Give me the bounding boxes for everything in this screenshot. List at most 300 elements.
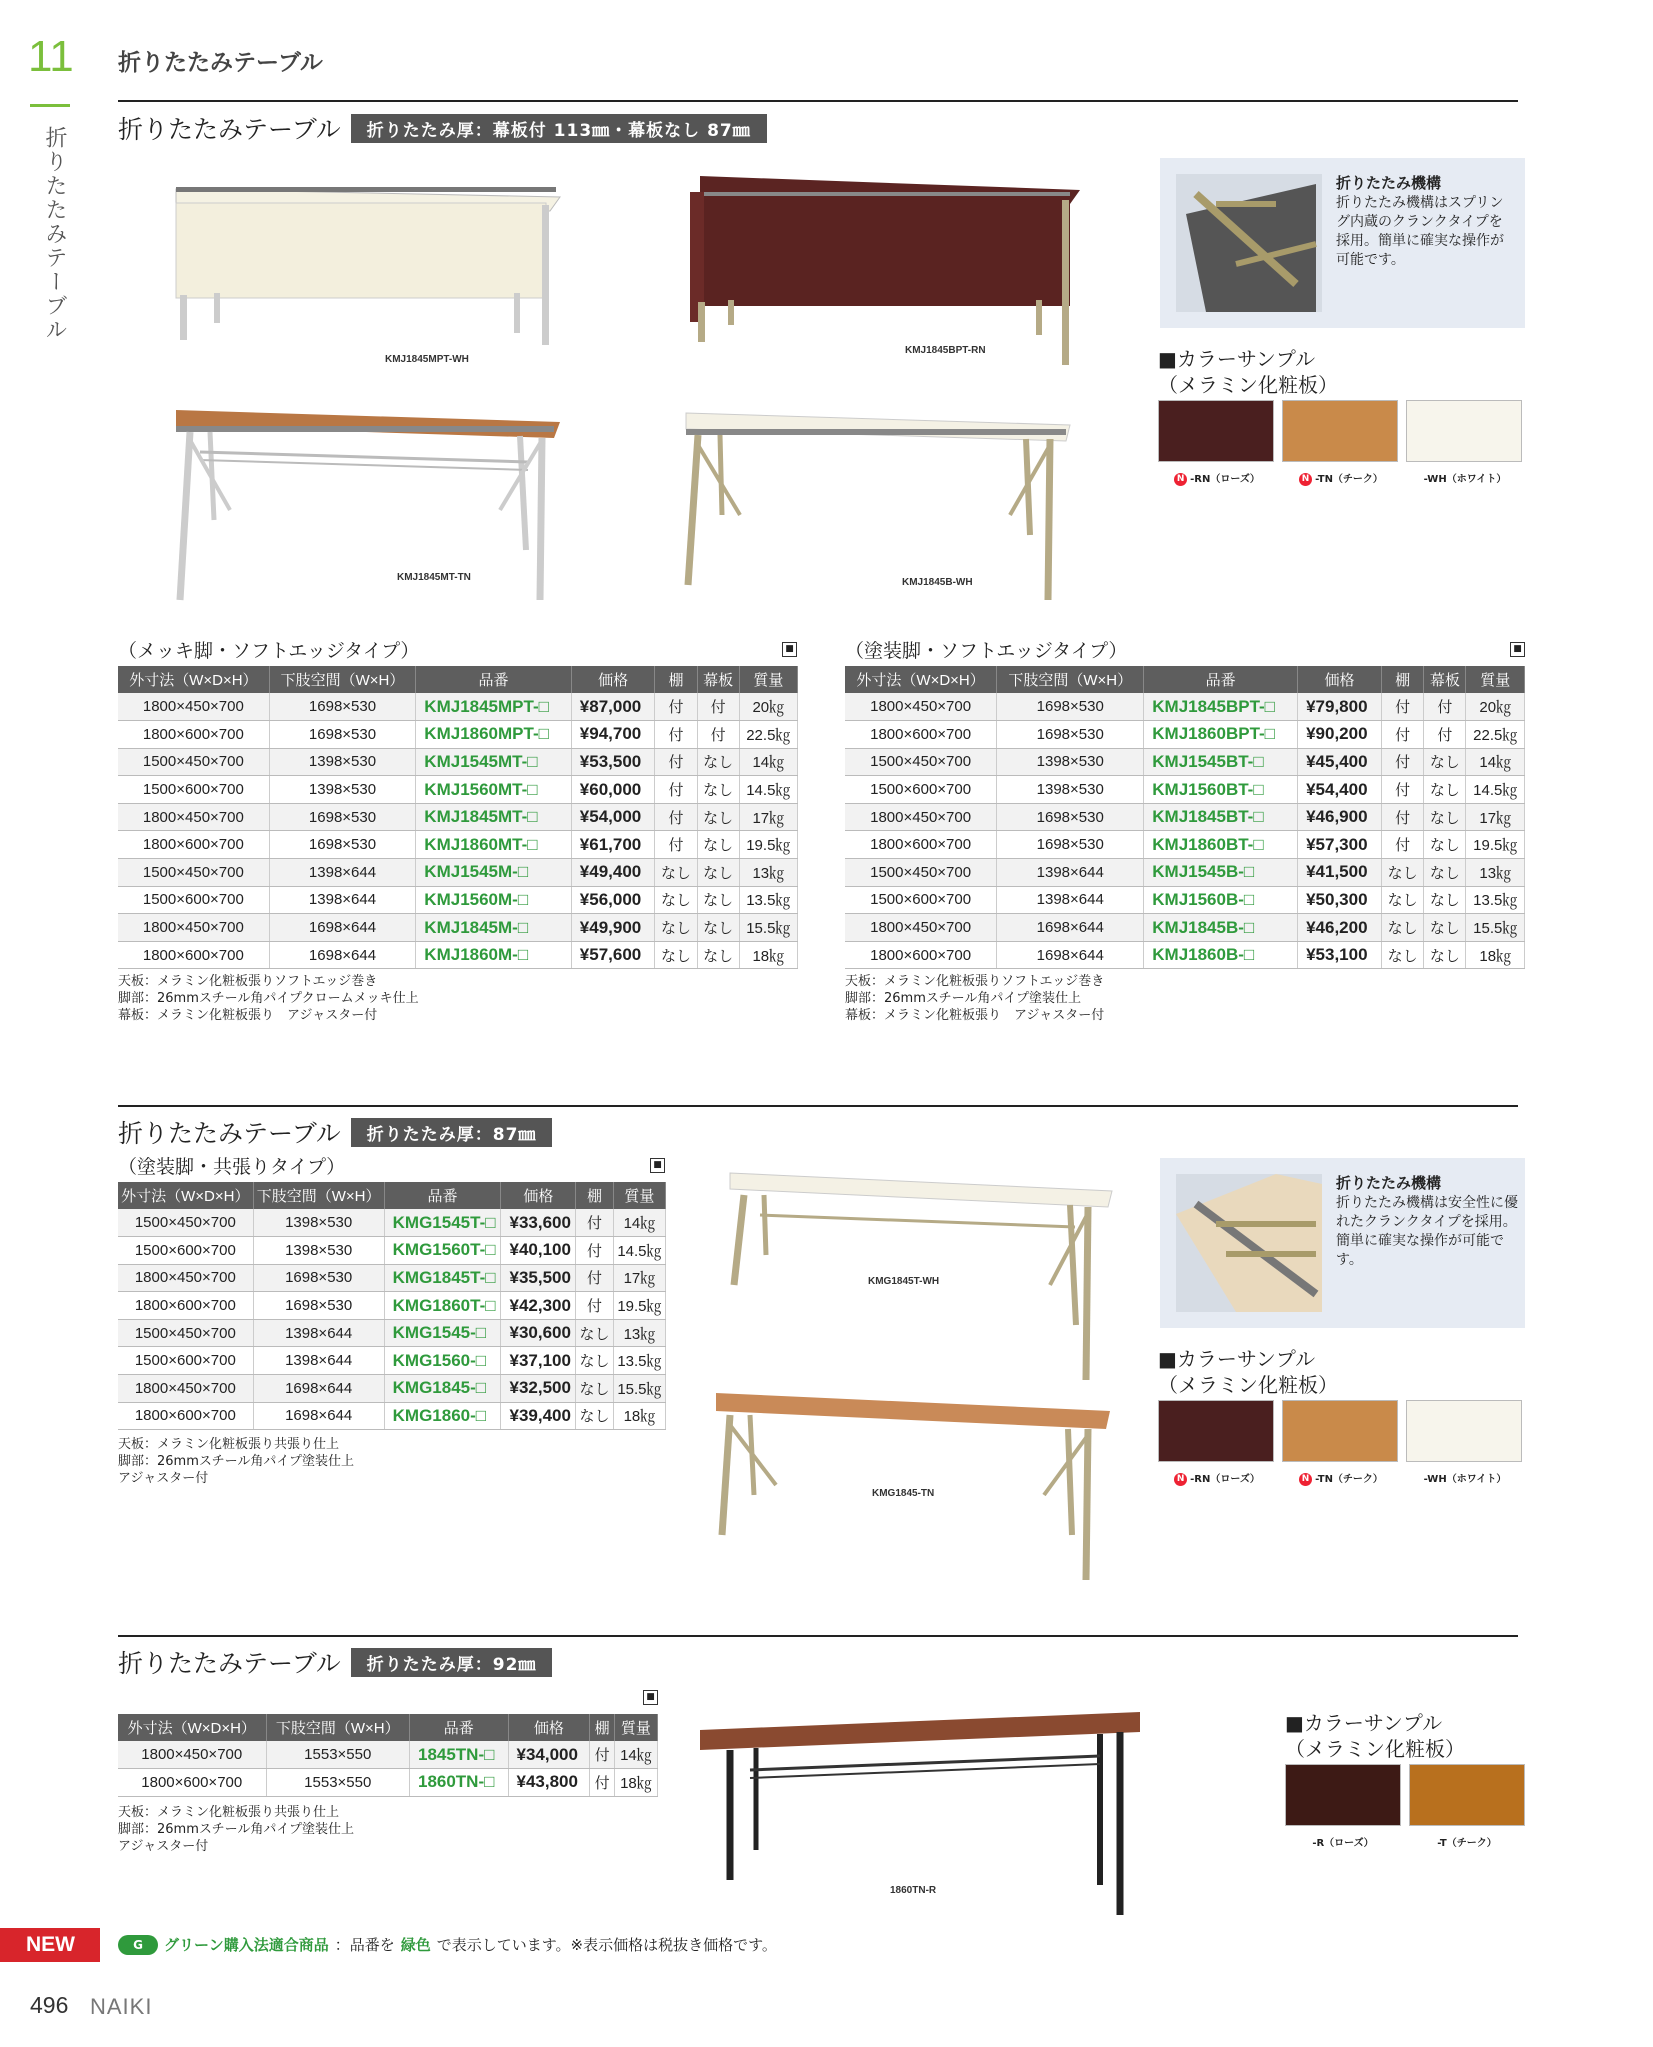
table-cell: 1800×450×700 (118, 914, 269, 942)
table-cell: 19.5㎏ (1466, 831, 1525, 859)
table-cell: 1800×450×700 (118, 1375, 253, 1403)
color-swatch-white (1406, 400, 1522, 462)
table-b-title: （塗装脚・ソフトエッジタイプ） (845, 640, 1128, 662)
table-cell: 22.5㎏ (739, 721, 797, 749)
table-cell: 1698×530 (269, 693, 416, 721)
product-code: KMG1860-□ (384, 1402, 501, 1430)
table-cell: 1500×450×700 (845, 859, 997, 887)
table-cell: なし (697, 886, 739, 914)
column-header: 質量 (614, 1714, 657, 1741)
spec-square-icon: ■ (1510, 642, 1525, 657)
table-cell: 1500×600×700 (118, 886, 269, 914)
table-cell: 19.5㎏ (613, 1292, 665, 1320)
table-cell: 14㎏ (739, 748, 797, 776)
table-cell: 22.5㎏ (1466, 721, 1525, 749)
table-cell: 1398×530 (997, 776, 1144, 804)
table-row (118, 914, 798, 942)
table-cell: なし (655, 886, 697, 914)
table-cell: 付 (1381, 803, 1423, 831)
price-cell: ¥53,500 (571, 748, 655, 776)
column-header: 下肢空間（W×H） (253, 1182, 384, 1209)
table-cell: 1398×530 (269, 748, 416, 776)
table-cell: 1698×530 (997, 831, 1144, 859)
product-code: KMJ1545BT-□ (1144, 748, 1298, 776)
table-row (118, 693, 798, 721)
spec-note: 天板：メラミン化粧板張りソフトエッジ巻き (845, 974, 1105, 989)
table-cell: 1698×530 (997, 693, 1144, 721)
section3-heading (118, 1644, 552, 1680)
price-cell: ¥37,100 (501, 1347, 576, 1375)
table-cell: 付 (655, 693, 697, 721)
product-code: KMJ1845MT-□ (416, 803, 571, 831)
table-cell: 付 (1424, 721, 1466, 749)
table-cell: 付 (576, 1264, 614, 1292)
table-row (118, 1292, 666, 1320)
spec-note: 脚部：26mmスチール角パイプ塗装仕上 (845, 991, 1081, 1006)
color-swatch-teak (1409, 1764, 1525, 1826)
table-cell: 14㎏ (614, 1741, 657, 1769)
table-cell: 1800×600×700 (845, 721, 997, 749)
table-cell: 13.5㎏ (613, 1347, 665, 1375)
table-row (118, 1319, 666, 1347)
spec-note: 脚部：26mmスチール角パイプクロームメッキ仕上 (118, 991, 419, 1006)
new-badge-icon: N (1174, 473, 1187, 486)
table-cell: 1500×600×700 (845, 776, 997, 804)
table-cell: 1800×450×700 (118, 1741, 266, 1769)
table-cell: 1398×644 (997, 886, 1144, 914)
table-cell: なし (1424, 859, 1466, 887)
price-cell: ¥54,400 (1298, 776, 1382, 804)
table-row (118, 748, 798, 776)
table-a-notes (118, 973, 419, 1024)
column-header: 価格 (501, 1182, 576, 1209)
table-photo-kmg1845-tn (710, 1385, 1120, 1585)
table-cell: なし (697, 748, 739, 776)
table-cell: なし (576, 1402, 614, 1430)
table-cell: なし (576, 1319, 614, 1347)
section1-heading (118, 110, 767, 146)
color-label-white: -WH（ホワイト） (1423, 1474, 1507, 1485)
table-photo-kmj1845bpt-rn (680, 170, 1080, 370)
table-cell: なし (697, 859, 739, 887)
table-row (118, 1741, 658, 1769)
column-header: 下肢空間（W×H） (997, 666, 1144, 693)
table-row (845, 693, 1525, 721)
spec-note: 天板：メラミン化粧板張り共張り仕上 (118, 1437, 340, 1452)
product-code: KMG1560-□ (384, 1347, 501, 1375)
spec-note: 脚部：26mmスチール角パイプ塗装仕上 (118, 1822, 354, 1837)
mechanism-title: 折りたたみ機構 (1336, 174, 1442, 192)
color-sample-title-2: ■カラーサンプル （メラミン化粧板） (1158, 1347, 1338, 1397)
section-rule (118, 1105, 1518, 1107)
table-cell: 1698×530 (253, 1292, 384, 1320)
product-code: KMG1560T-□ (384, 1237, 501, 1265)
table-row (845, 748, 1525, 776)
green-purchase-icon: G (118, 1935, 158, 1955)
table-cell: なし (1381, 914, 1423, 942)
column-header: 品番 (416, 666, 571, 693)
table-cell: 18㎏ (614, 1769, 657, 1797)
table-cell: 1698×644 (997, 941, 1144, 969)
section1-title: 折りたたみテーブル (118, 115, 341, 144)
table-cell: 付 (590, 1741, 615, 1769)
table-cell: 1698×530 (253, 1264, 384, 1292)
new-badge-icon: N (1299, 473, 1312, 486)
spec-note: 脚部：26mmスチール角パイプ塗装仕上 (118, 1454, 354, 1469)
table-cell: 1398×644 (269, 859, 416, 887)
table-cell: なし (576, 1375, 614, 1403)
color-swatch-white (1406, 1400, 1522, 1462)
table-row (118, 886, 798, 914)
product-code: KMG1545T-□ (384, 1209, 501, 1237)
table-cell: 1698×530 (997, 803, 1144, 831)
product-code: KMG1845-□ (384, 1375, 501, 1403)
table-cell: 1500×450×700 (845, 748, 997, 776)
table-row (118, 859, 798, 887)
table-cell: 1698×644 (269, 914, 416, 942)
product-code: KMJ1545M-□ (416, 859, 571, 887)
table-cell: 1500×450×700 (118, 1319, 253, 1347)
note-text-green: 緑色 (400, 1936, 431, 1954)
table-cell: なし (1424, 886, 1466, 914)
table-c-title: （塗装脚・共張りタイプ） (118, 1156, 346, 1178)
table-cell: 1698×530 (269, 721, 416, 749)
price-cell: ¥50,300 (1298, 886, 1382, 914)
color-swatch-teak (1282, 1400, 1398, 1462)
table-photo-kmj1845mt-tn (170, 400, 570, 610)
table-cell: 20㎏ (1466, 693, 1525, 721)
product-code: KMG1860T-□ (384, 1292, 501, 1320)
table-cell: 1398×530 (269, 776, 416, 804)
table-cell: なし (1424, 914, 1466, 942)
price-cell: ¥49,900 (571, 914, 655, 942)
caption-kmj1845b-wh: KMJ1845B-WH (902, 577, 973, 588)
table-cell: なし (1381, 859, 1423, 887)
price-cell: ¥40,100 (501, 1237, 576, 1265)
table-cell: 1500×450×700 (118, 859, 269, 887)
table-cell: なし (576, 1347, 614, 1375)
table-cell: 付 (590, 1769, 615, 1797)
price-cell: ¥56,000 (571, 886, 655, 914)
price-cell: ¥39,400 (501, 1402, 576, 1430)
green-purchase-lead: グリーン購入法適合商品 (164, 1936, 329, 1954)
table-cell: 15.5㎏ (1466, 914, 1525, 942)
table-cell: 1500×600×700 (845, 886, 997, 914)
price-cell: ¥46,200 (1298, 914, 1382, 942)
table-cell: 1553×550 (266, 1741, 409, 1769)
color-label-rose: -R（ローズ） (1312, 1838, 1374, 1849)
table-cell: なし (655, 941, 697, 969)
column-header: 品番 (384, 1182, 501, 1209)
table-cell: なし (697, 941, 739, 969)
table-a-title: （メッキ脚・ソフトエッジタイプ） (118, 640, 420, 662)
table-cell: 1500×450×700 (118, 748, 269, 776)
table-row (845, 941, 1525, 969)
caption-kmj1845bpt-rn: KMJ1845BPT-RN (905, 345, 986, 356)
brand-name: NAIKI (90, 1994, 153, 2019)
spec-square-icon: ■ (643, 1690, 658, 1705)
table-cell: なし (1424, 776, 1466, 804)
note-text-post: で表示しています。※表示価格は税抜き価格です。 (436, 1936, 777, 1954)
table-row (845, 776, 1525, 804)
table-cell: 1800×600×700 (118, 941, 269, 969)
table-row (118, 941, 798, 969)
table-cell: 1398×644 (997, 859, 1144, 887)
mechanism-text: 折りたたみ機構はスプリング内蔵のクランクタイプを採用。簡単に確実な操作が可能です。 (1336, 195, 1504, 268)
caption-kmg1845t-wh: KMG1845T-WH (868, 1276, 940, 1287)
column-header: 幕板 (1424, 666, 1466, 693)
price-cell: ¥60,000 (571, 776, 655, 804)
table-row (118, 1237, 666, 1265)
table-b-notes (845, 973, 1104, 1024)
table-cell: 1800×450×700 (845, 914, 997, 942)
table-cell: なし (697, 831, 739, 859)
section1-tag: 折りたたみ厚：幕板付 113㎜・幕板なし 87㎜ (351, 114, 767, 143)
table-cell: 1800×450×700 (118, 693, 269, 721)
table-cell: 付 (655, 721, 697, 749)
table-row (845, 721, 1525, 749)
table-photo-kmj1845b-wh (680, 405, 1080, 605)
price-cell: ¥34,000 (508, 1741, 590, 1769)
product-code: KMJ1845M-□ (416, 914, 571, 942)
mechanism-box-2 (1160, 1158, 1525, 1328)
table-cell: 1698×530 (269, 831, 416, 859)
table-cell: 付 (576, 1237, 614, 1265)
table-cell: 付 (655, 803, 697, 831)
table-cell: 1398×644 (253, 1347, 384, 1375)
spec-table-section3 (118, 1714, 658, 1797)
price-cell: ¥43,800 (508, 1769, 590, 1797)
page-number: 496 (30, 1992, 69, 2018)
mechanism-text: 折りたたみ機構は安全性に優れたクランクタイプを採用。簡単に確実な操作が可能です。 (1336, 1195, 1518, 1268)
column-header: 下肢空間（W×H） (269, 666, 416, 693)
table-cell: 13㎏ (1466, 859, 1525, 887)
product-code: 1860TN-□ (409, 1769, 508, 1797)
caption-kmg1845-tn: KMG1845-TN (872, 1488, 935, 1499)
table-cell: 20㎏ (739, 693, 797, 721)
table-cell: 1800×450×700 (118, 803, 269, 831)
table-cell: 1398×530 (253, 1209, 384, 1237)
caption-1860tn-r: 1860TN-R (890, 1885, 937, 1896)
table-cell: 1500×600×700 (118, 1237, 253, 1265)
product-code: KMJ1845MPT-□ (416, 693, 571, 721)
price-cell: ¥41,500 (1298, 859, 1382, 887)
product-code: KMG1545-□ (384, 1319, 501, 1347)
chapter-number: 11 (28, 32, 74, 81)
table-cell: 1500×450×700 (118, 1209, 253, 1237)
column-header: 価格 (508, 1714, 590, 1741)
column-header: 品番 (1144, 666, 1298, 693)
table-cell: なし (1381, 941, 1423, 969)
product-code: KMJ1860BPT-□ (1144, 721, 1298, 749)
table-row (845, 886, 1525, 914)
table-cell: 13.5㎏ (739, 886, 797, 914)
table-cell: 13㎏ (613, 1319, 665, 1347)
table-cell: 付 (1381, 721, 1423, 749)
table-cell: 付 (697, 693, 739, 721)
table-cell: 17㎏ (613, 1264, 665, 1292)
table-cell: 1698×644 (997, 914, 1144, 942)
table-cell: 付 (1381, 831, 1423, 859)
section-rule (118, 1635, 1518, 1637)
color-swatch-rose (1158, 1400, 1274, 1462)
product-code: 1845TN-□ (409, 1741, 508, 1769)
spec-note: 幕板：メラミン化粧板張り アジャスター付 (845, 1008, 1105, 1023)
table-cell: 1398×530 (997, 748, 1144, 776)
table-row (118, 831, 798, 859)
table-photo-kmg1845t-wh (720, 1165, 1120, 1385)
price-cell: ¥90,200 (1298, 721, 1382, 749)
price-cell: ¥57,600 (571, 941, 655, 969)
table-cell: 1500×600×700 (118, 776, 269, 804)
table-cell: 1553×550 (266, 1769, 409, 1797)
table-cell: 1800×450×700 (118, 1264, 253, 1292)
table-row (118, 1769, 658, 1797)
color-sample-title-1: ■カラーサンプル （メラミン化粧板） (1158, 347, 1338, 397)
product-code: KMJ1560B-□ (1144, 886, 1298, 914)
color-label-rose: N -RN（ローズ） (1152, 470, 1282, 486)
table-photo-kmj1845mpt-wh (170, 175, 570, 355)
table-cell: 付 (1381, 693, 1423, 721)
column-header: 質量 (1466, 666, 1525, 693)
spec-note: 天板：メラミン化粧板張りソフトエッジ巻き (118, 974, 378, 989)
table-row (118, 721, 798, 749)
table-row (118, 1402, 666, 1430)
table-row (118, 1264, 666, 1292)
table-cell: 付 (1424, 693, 1466, 721)
price-cell: ¥46,900 (1298, 803, 1382, 831)
table-cell: 1500×600×700 (118, 1347, 253, 1375)
spec-table-painted-leg (845, 666, 1525, 969)
section2-title: 折りたたみテーブル (118, 1119, 341, 1148)
price-cell: ¥53,100 (1298, 941, 1382, 969)
table-cell: なし (697, 914, 739, 942)
table-cell: 付 (655, 776, 697, 804)
new-badge-icon: N (1174, 1473, 1187, 1486)
table-cell: 1698×644 (253, 1375, 384, 1403)
table-cell: 14㎏ (1466, 748, 1525, 776)
color-swatch-rose (1285, 1764, 1401, 1826)
mechanism-title: 折りたたみ機構 (1336, 1174, 1442, 1192)
table-cell: 付 (655, 748, 697, 776)
note-text-pre: ：品番を (334, 1936, 395, 1954)
product-code: KMJ1860BT-□ (1144, 831, 1298, 859)
spec-note: アジャスター付 (118, 1839, 209, 1854)
table-cell: 18㎏ (739, 941, 797, 969)
table-cell: 付 (576, 1209, 614, 1237)
table-cell: 1698×530 (269, 803, 416, 831)
table-cell: なし (697, 803, 739, 831)
section2-tag: 折りたたみ厚：87㎜ (351, 1118, 553, 1147)
new-badge-icon: N (1299, 1473, 1312, 1486)
table-cell: 1800×600×700 (118, 831, 269, 859)
table-cell: 1698×644 (253, 1402, 384, 1430)
product-code: KMJ1860B-□ (1144, 941, 1298, 969)
caption-kmj1845mt-tn: KMJ1845MT-TN (397, 572, 471, 583)
price-cell: ¥54,000 (571, 803, 655, 831)
table-cell: 付 (1381, 748, 1423, 776)
price-cell: ¥30,600 (501, 1319, 576, 1347)
column-header: 質量 (613, 1182, 665, 1209)
price-cell: ¥49,400 (571, 859, 655, 887)
product-code: KMJ1560BT-□ (1144, 776, 1298, 804)
spec-note: アジャスター付 (118, 1471, 209, 1486)
product-code: KMJ1860M-□ (416, 941, 571, 969)
table-cell: 1800×600×700 (118, 1402, 253, 1430)
price-cell: ¥94,700 (571, 721, 655, 749)
table-cell: 19.5㎏ (739, 831, 797, 859)
table-cell: 13㎏ (739, 859, 797, 887)
table-cell: 付 (655, 831, 697, 859)
spec-square-icon: ■ (782, 642, 797, 657)
page-title: 折りたたみテーブル (118, 50, 323, 76)
color-label-teak: -T（チーク） (1437, 1838, 1497, 1849)
table-cell: なし (1381, 886, 1423, 914)
product-code: KMJ1860MT-□ (416, 831, 571, 859)
product-code: KMG1845T-□ (384, 1264, 501, 1292)
table-cell: 14.5㎏ (1466, 776, 1525, 804)
table-cell: 付 (576, 1292, 614, 1320)
column-header: 棚 (655, 666, 697, 693)
section3-tag: 折りたたみ厚：92㎜ (351, 1648, 553, 1677)
price-cell: ¥35,500 (501, 1264, 576, 1292)
section3-title: 折りたたみテーブル (118, 1649, 341, 1678)
table-cell: 18㎏ (613, 1402, 665, 1430)
column-header: 棚 (1381, 666, 1423, 693)
product-code: KMJ1560MT-□ (416, 776, 571, 804)
price-cell: ¥79,800 (1298, 693, 1382, 721)
mechanism-box-1 (1160, 158, 1525, 328)
table-cell: なし (697, 776, 739, 804)
color-label-rose: N -RN（ローズ） (1152, 1470, 1282, 1486)
price-cell: ¥33,600 (501, 1209, 576, 1237)
table-row (118, 1209, 666, 1237)
table-cell: 14.5㎏ (739, 776, 797, 804)
spec-note: 天板：メラミン化粧板張り共張り仕上 (118, 1805, 340, 1820)
table-cell: なし (1424, 831, 1466, 859)
column-header: 外寸法（W×D×H） (118, 666, 269, 693)
spec-square-icon: ■ (650, 1158, 665, 1173)
green-purchase-note (118, 1934, 777, 1955)
table-cell: なし (655, 859, 697, 887)
caption-kmj1845mpt-wh: KMJ1845MPT-WH (385, 354, 469, 365)
table-cell: 1398×644 (253, 1319, 384, 1347)
table-row (845, 831, 1525, 859)
table-row (118, 776, 798, 804)
table-cell: 13.5㎏ (1466, 886, 1525, 914)
table-cell: なし (655, 914, 697, 942)
table-cell: 1800×600×700 (845, 941, 997, 969)
column-header: 質量 (739, 666, 797, 693)
column-header: 外寸法（W×D×H） (118, 1182, 253, 1209)
column-header: 棚 (590, 1714, 615, 1741)
table-cell: 15.5㎏ (739, 914, 797, 942)
table-cell: 1698×644 (269, 941, 416, 969)
chapter-side-title: 折りたたみテーブル (42, 126, 67, 342)
product-code: KMJ1560M-□ (416, 886, 571, 914)
spec-table-shared-top (118, 1182, 666, 1430)
price-cell: ¥87,000 (571, 693, 655, 721)
spec-note: 幕板：メラミン化粧板張り アジャスター付 (118, 1008, 378, 1023)
table-cell: 1698×530 (997, 721, 1144, 749)
table-cell: 14㎏ (613, 1209, 665, 1237)
table-row (845, 914, 1525, 942)
table-cell: 付 (1381, 776, 1423, 804)
color-label-teak: N -TN（チーク） (1276, 1470, 1406, 1486)
price-cell: ¥57,300 (1298, 831, 1382, 859)
column-header: 品番 (409, 1714, 508, 1741)
table-cell: 1800×450×700 (845, 803, 997, 831)
